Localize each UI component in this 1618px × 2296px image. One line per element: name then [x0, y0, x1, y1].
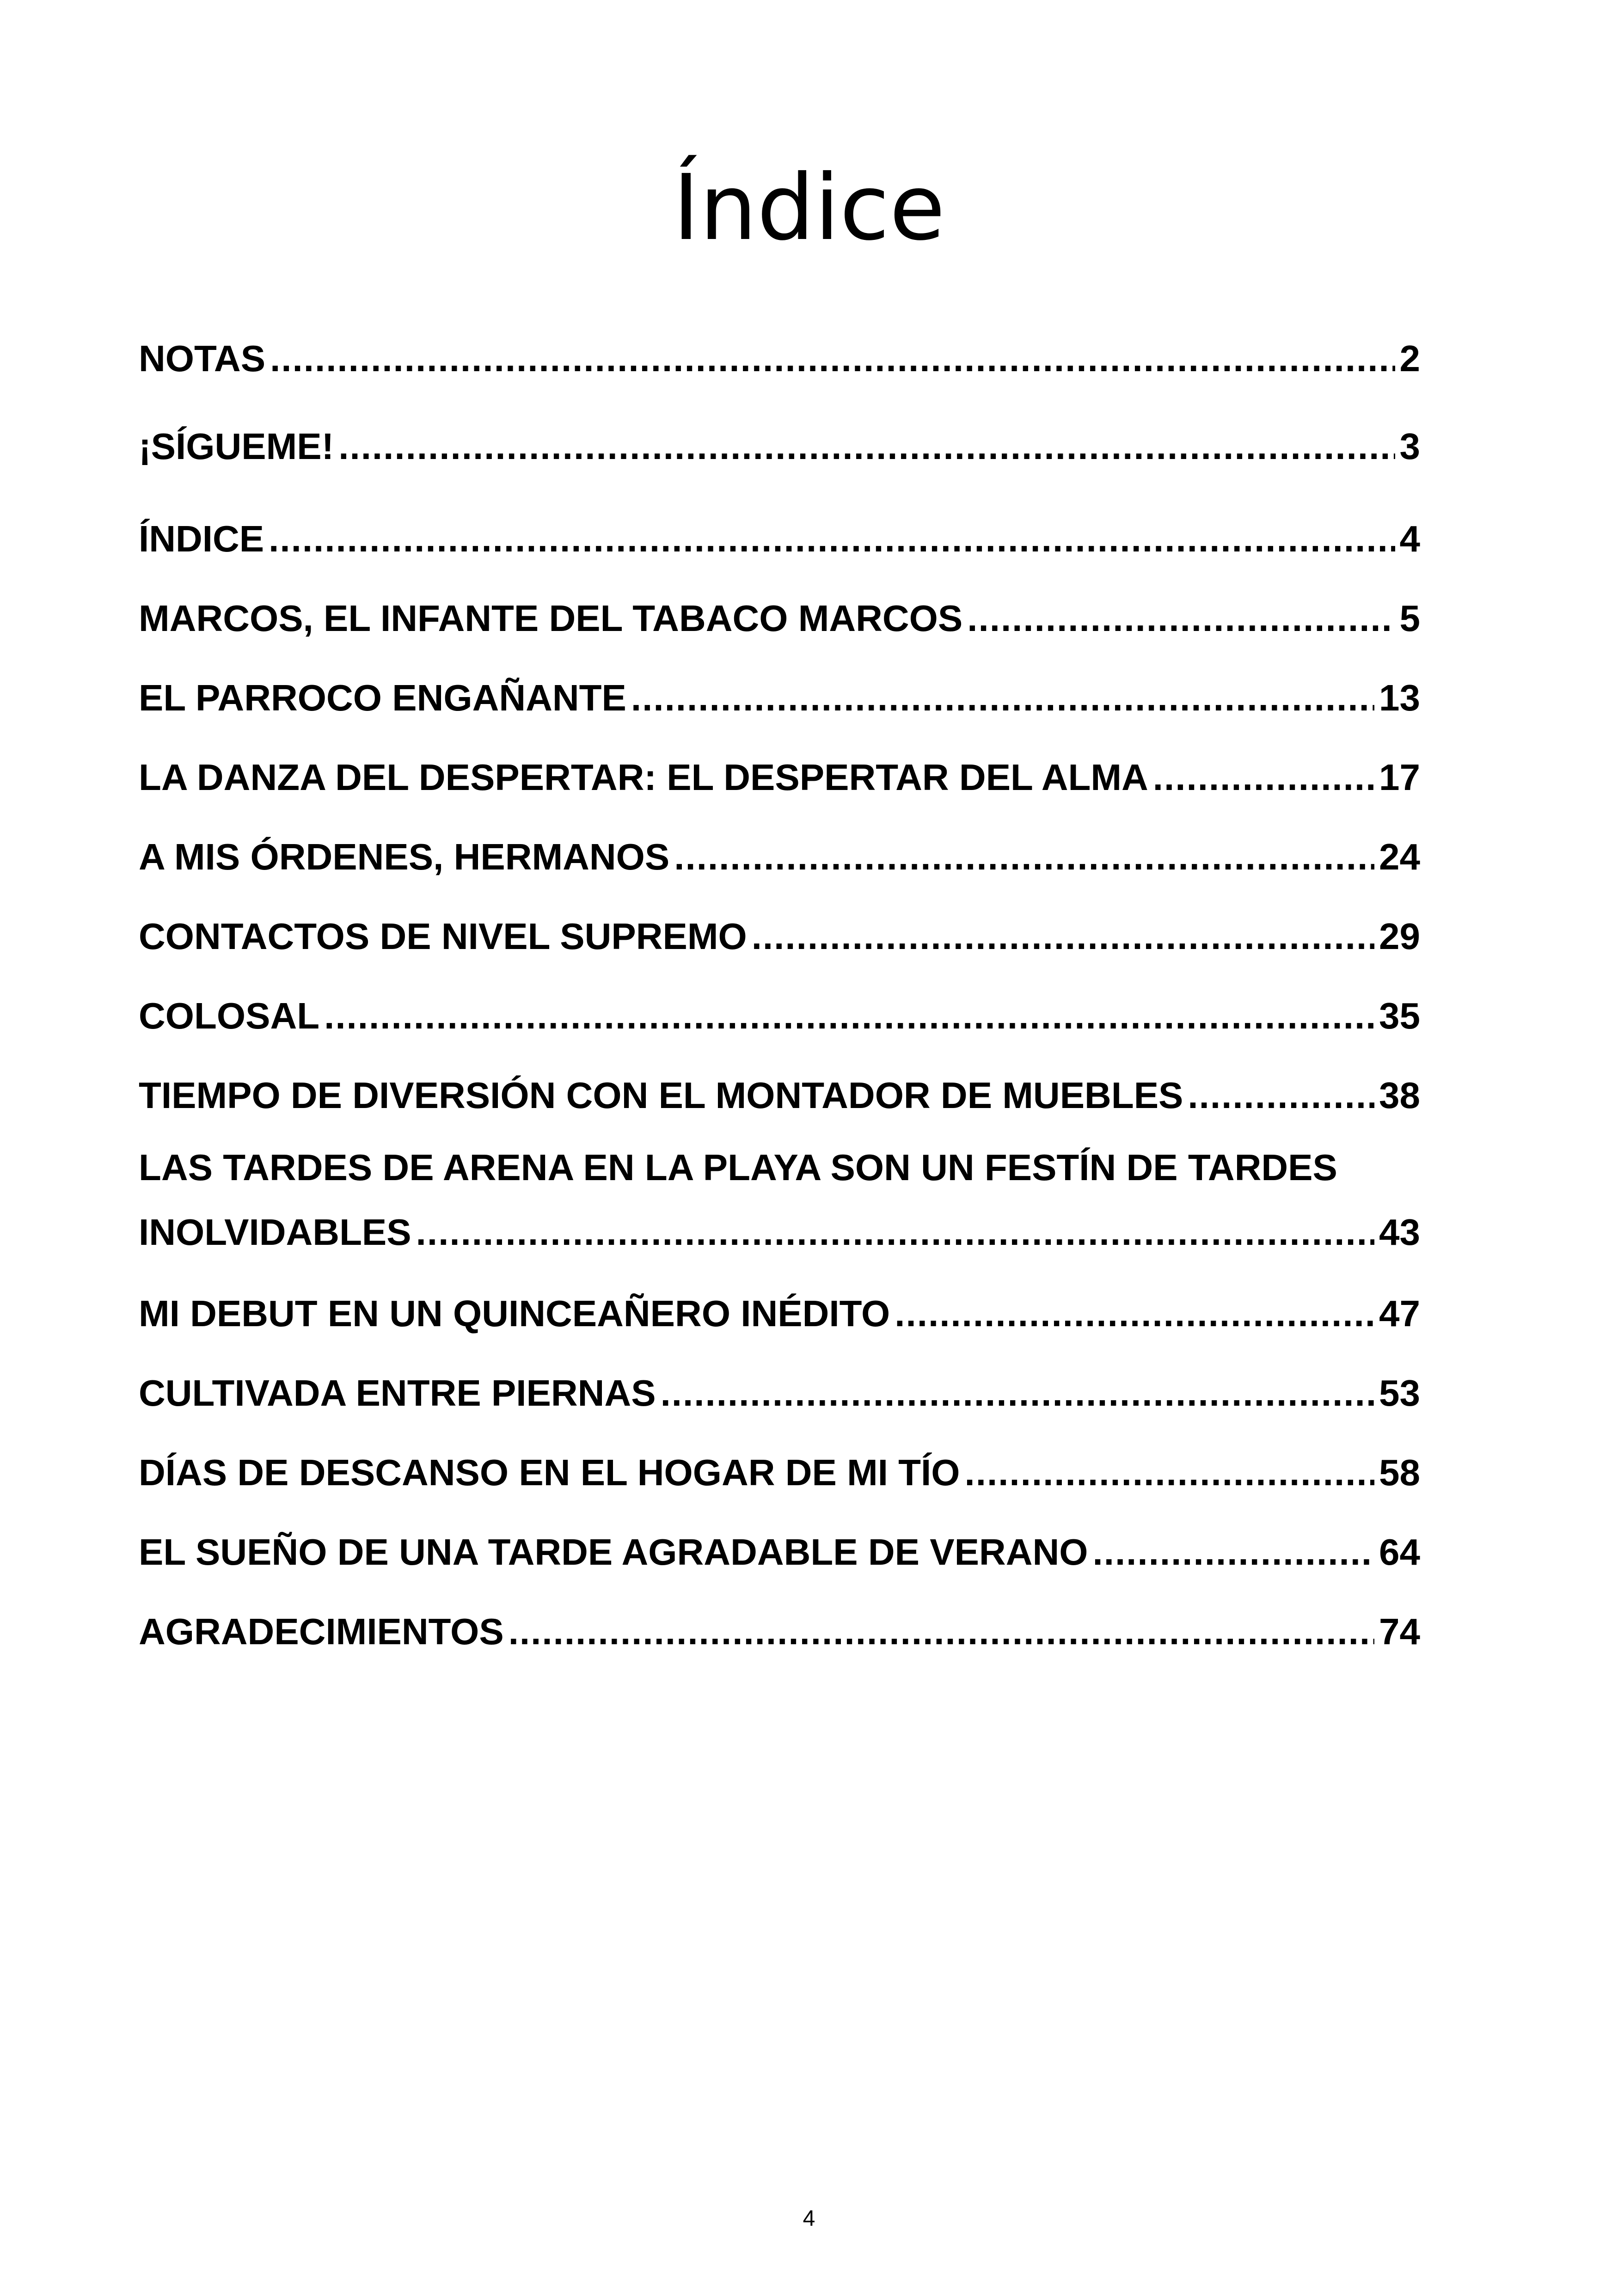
dot-leader — [661, 1353, 1374, 1433]
toc-entry-page: 58 — [1379, 1452, 1420, 1493]
dot-leader — [416, 1200, 1374, 1265]
dot-leader — [895, 1274, 1374, 1353]
toc-entry-page: 64 — [1379, 1531, 1420, 1573]
toc-entry-page: 53 — [1379, 1372, 1420, 1414]
dot-leader — [269, 499, 1395, 579]
dot-leader — [324, 976, 1374, 1056]
toc-entry-page: 43 — [1379, 1212, 1420, 1253]
toc-entry-title: INOLVIDABLES — [139, 1212, 411, 1253]
page-number: 4 — [803, 2206, 815, 2231]
toc-entry-title: ÍNDICE — [139, 518, 264, 559]
toc-entry-cultivada — [139, 1353, 1420, 1433]
toc-entry-page: 5 — [1399, 598, 1420, 639]
toc-entry-dias — [139, 1433, 1420, 1512]
toc-entry-indice — [139, 499, 1420, 579]
toc-entry-page: 47 — [1379, 1293, 1420, 1334]
dot-leader — [1153, 738, 1374, 817]
dot-leader — [1092, 1512, 1374, 1592]
dot-leader — [270, 319, 1395, 398]
toc-entry-title: EL PARROCO ENGAÑANTE — [139, 677, 626, 718]
toc-entry-marcos — [139, 579, 1420, 658]
toc-entry-title: DÍAS DE DESCANSO EN EL HOGAR DE MI TÍO — [139, 1452, 960, 1493]
toc-entry-contactos — [139, 897, 1420, 976]
toc-entry-notas — [139, 319, 1420, 398]
dot-leader — [338, 407, 1395, 486]
toc-entry-title: CONTACTOS DE NIVEL SUPREMO — [139, 916, 747, 957]
dot-leader — [752, 897, 1374, 976]
toc-entry-title: AGRADECIMIENTOS — [139, 1611, 504, 1652]
toc-entry-page: 2 — [1399, 338, 1420, 379]
dot-leader — [674, 817, 1374, 897]
toc-entry-title: ¡SÍGUEME! — [139, 426, 334, 467]
toc-entry-page: 38 — [1379, 1075, 1420, 1116]
toc-entry-page: 4 — [1399, 518, 1420, 559]
dot-leader — [964, 1433, 1374, 1512]
toc-entry-title-line1: LAS TARDES DE ARENA EN LA PLAYA SON UN FESTÍN DE TARDES — [139, 1147, 1337, 1188]
toc-entry-title: A MIS ÓRDENES, HERMANOS — [139, 836, 670, 877]
toc-entry-title: MARCOS, EL INFANTE DEL TABACO MARCOS — [139, 598, 963, 639]
toc-entry-parroco — [139, 658, 1420, 738]
toc-entry-page: 35 — [1379, 995, 1420, 1036]
toc-entry-tiempo — [139, 1056, 1420, 1135]
toc-entry-debut — [139, 1274, 1420, 1353]
toc-entry-sueno — [139, 1512, 1420, 1592]
toc-entry-page: 24 — [1379, 836, 1420, 877]
toc-entry-page: 17 — [1379, 757, 1420, 798]
toc-entry-ordenes — [139, 817, 1420, 897]
page-title: Índice — [673, 155, 945, 261]
toc-entry-title: NOTAS — [139, 338, 266, 379]
toc-entry-sigueme — [139, 407, 1420, 486]
toc-entry-page: 74 — [1379, 1611, 1420, 1652]
toc-entry-title: CULTIVADA ENTRE PIERNAS — [139, 1372, 656, 1414]
toc-entry-title: TIEMPO DE DIVERSIÓN CON EL MONTADOR DE MUEBLES — [139, 1075, 1183, 1116]
toc-entry-danza — [139, 738, 1420, 817]
toc-entry-page: 3 — [1399, 426, 1420, 467]
toc-entry-page: 29 — [1379, 916, 1420, 957]
toc-entry-title: EL SUEÑO DE UNA TARDE AGRADABLE DE VERANO — [139, 1531, 1088, 1573]
dot-leader — [631, 658, 1374, 738]
toc-entry-title: LA DANZA DEL DESPERTAR: EL DESPERTAR DEL ALMA — [139, 757, 1148, 798]
dot-leader — [1188, 1056, 1374, 1135]
toc-entry-title: COLOSAL — [139, 995, 320, 1036]
toc-entry-colosal — [139, 976, 1420, 1056]
toc-entry-page: 13 — [1379, 677, 1420, 718]
dot-leader — [509, 1592, 1374, 1671]
toc-entry-title: MI DEBUT EN UN QUINCEAÑERO INÉDITO — [139, 1293, 890, 1334]
dot-leader — [967, 579, 1395, 658]
toc-entry-agradecimientos — [139, 1592, 1420, 1671]
toc-entry-tardes — [139, 1135, 1420, 1274]
